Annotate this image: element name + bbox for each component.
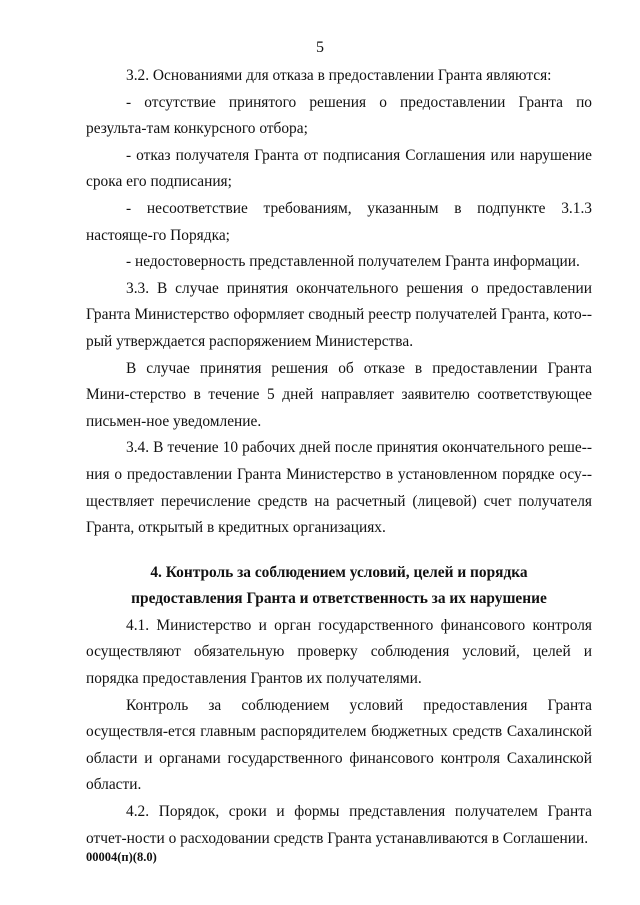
section-heading-line-1: 4. Контроль за соблюдением условий, целей и порядка — [150, 563, 528, 581]
paragraph-4-1: 4.1. Министерство и орган государственного финансового контроля осуществляют обязательную проверку соблюдения условий, целей и порядка предоставления Грантов их получателями. — [86, 616, 592, 688]
list-item-nonconformity: - несоответствие требованиям, указанным в подпункте 3.1.3 настояще-го Порядка; — [86, 199, 592, 244]
page-number: 5 — [316, 39, 324, 56]
paragraph-refusal-notice: В случае принятия решения об отказе в предоставлении Гранта Мини-стерство в течение 5 дней направляет заявителю соответствующее письмен-ное уведомление. — [86, 359, 592, 430]
list-item-no-decision: - отсутствие принятого решения о предоставлении Гранта по результа-там конкурсного отбора; — [86, 93, 592, 138]
paragraph-control: Контроль за соблюдением условий предоставления Гранта осуществля-ется главным распорядителем бюджетных средств Сахалинской области и органами государственного финансового контроля Сахалинской области. — [86, 696, 592, 794]
list-item-unreliable-info: - недостоверность представленной получателем Гранта информации. — [126, 253, 580, 271]
section-heading-line-2: предоставления Гранта и ответственность за их нарушение — [131, 590, 547, 608]
document-body — [86, 63, 592, 852]
list-item-refusal-to-sign: - отказ получателя Гранта от подписания Соглашения или нарушение срока его подписания; — [86, 146, 592, 191]
section-spacer — [86, 542, 592, 560]
paragraph-4-2: 4.2. Порядок, сроки и формы представления получателем Гранта отчет-ности о расходовании средств Гранта устанавливаются в Соглашении. — [86, 803, 592, 847]
paragraph-3-3: 3.3. В случае принятия окончательного решения о предоставлении Гранта Министерство оформляет сводный реестр получателей Гранта, кото-рый утверждается распоряжением Министерства. — [86, 279, 592, 350]
footer-code: 00004(п)(8.0) — [86, 850, 157, 864]
paragraph-3-2: 3.2. Основаниями для отказа в предоставлении Гранта являются: — [126, 67, 552, 84]
paragraph-3-4: 3.4. В течение 10 рабочих дней после принятия окончательного реше-ния о предоставлении Гранта Министерство в установленном порядке осу-ществляет перечисление средств на расчетный (лицевой) счет получателя Гранта, открытый в кредитных организациях. — [86, 439, 592, 537]
